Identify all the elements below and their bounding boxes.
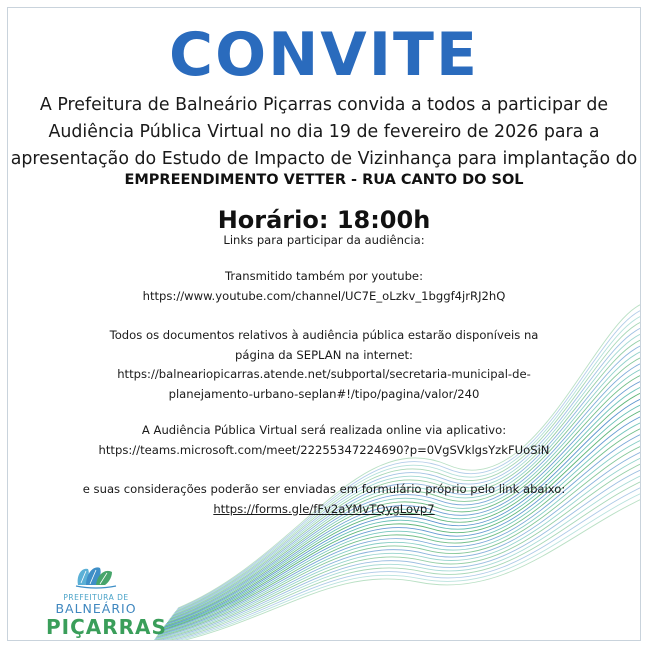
teams-section <box>8 421 640 460</box>
wave-line <box>156 443 641 637</box>
intro-line: Audiência Pública Virtual no dia 19 de fevereiro de 2026 para a <box>48 122 600 142</box>
intro-line: apresentação do Estudo de Impacto de Vizinhança para implantação do <box>10 149 638 169</box>
youtube-label: Transmitido também por youtube: <box>225 269 423 283</box>
invitation-card <box>7 7 641 641</box>
wave-line <box>158 431 641 634</box>
links-intro: Links para participar da audiência: <box>223 233 425 247</box>
documents-section <box>8 326 640 404</box>
seashell-icon <box>72 563 120 589</box>
teams-link[interactable]: https://teams.microsoft.com/meet/22255347224690?p=0VgSVklgsYzkFUoSiN <box>98 442 550 457</box>
logo-text-bottom: PIÇARRAS <box>46 615 167 639</box>
project-name: EMPREENDIMENTO VETTER - RUA CANTO DO SOL <box>124 172 524 188</box>
form-section <box>8 480 640 519</box>
logo-text-top: PREFEITURA DE <box>63 593 129 602</box>
intro-paragraph <box>8 92 640 173</box>
logo-text-middle: BALNEÁRIO <box>55 601 137 616</box>
seplan-link[interactable]: planejamento-urbano-seplan#!/tipo/pagina/valor/240 <box>168 386 480 401</box>
form-label: e suas considerações poderão ser enviadas em formulário próprio pelo link abaixo: <box>82 482 566 496</box>
event-time: Horário: 18:00h <box>217 206 431 234</box>
documents-text: Todos os documentos relativos à audiência pública estarão disponíveis na <box>109 328 539 342</box>
documents-text: página da SEPLAN na internet: <box>235 347 413 362</box>
youtube-link[interactable]: https://www.youtube.com/channel/UC7E_oLzkv_1bggf4jrRJ2hQ <box>142 288 506 303</box>
youtube-section <box>8 267 640 306</box>
city-logo <box>46 563 167 641</box>
intro-line: A Prefeitura de Balneário Piçarras convida a todos a participar de <box>39 95 609 115</box>
seplan-link[interactable]: https://balneariopicarras.atende.net/subportal/secretaria-municipal-de- <box>117 367 531 381</box>
teams-label: A Audiência Pública Virtual será realizada online via aplicativo: <box>141 423 507 437</box>
page-title: CONVITE <box>169 20 479 90</box>
form-link[interactable]: https://forms.gle/fFv2aYMvTQygLovp7 <box>213 501 435 516</box>
